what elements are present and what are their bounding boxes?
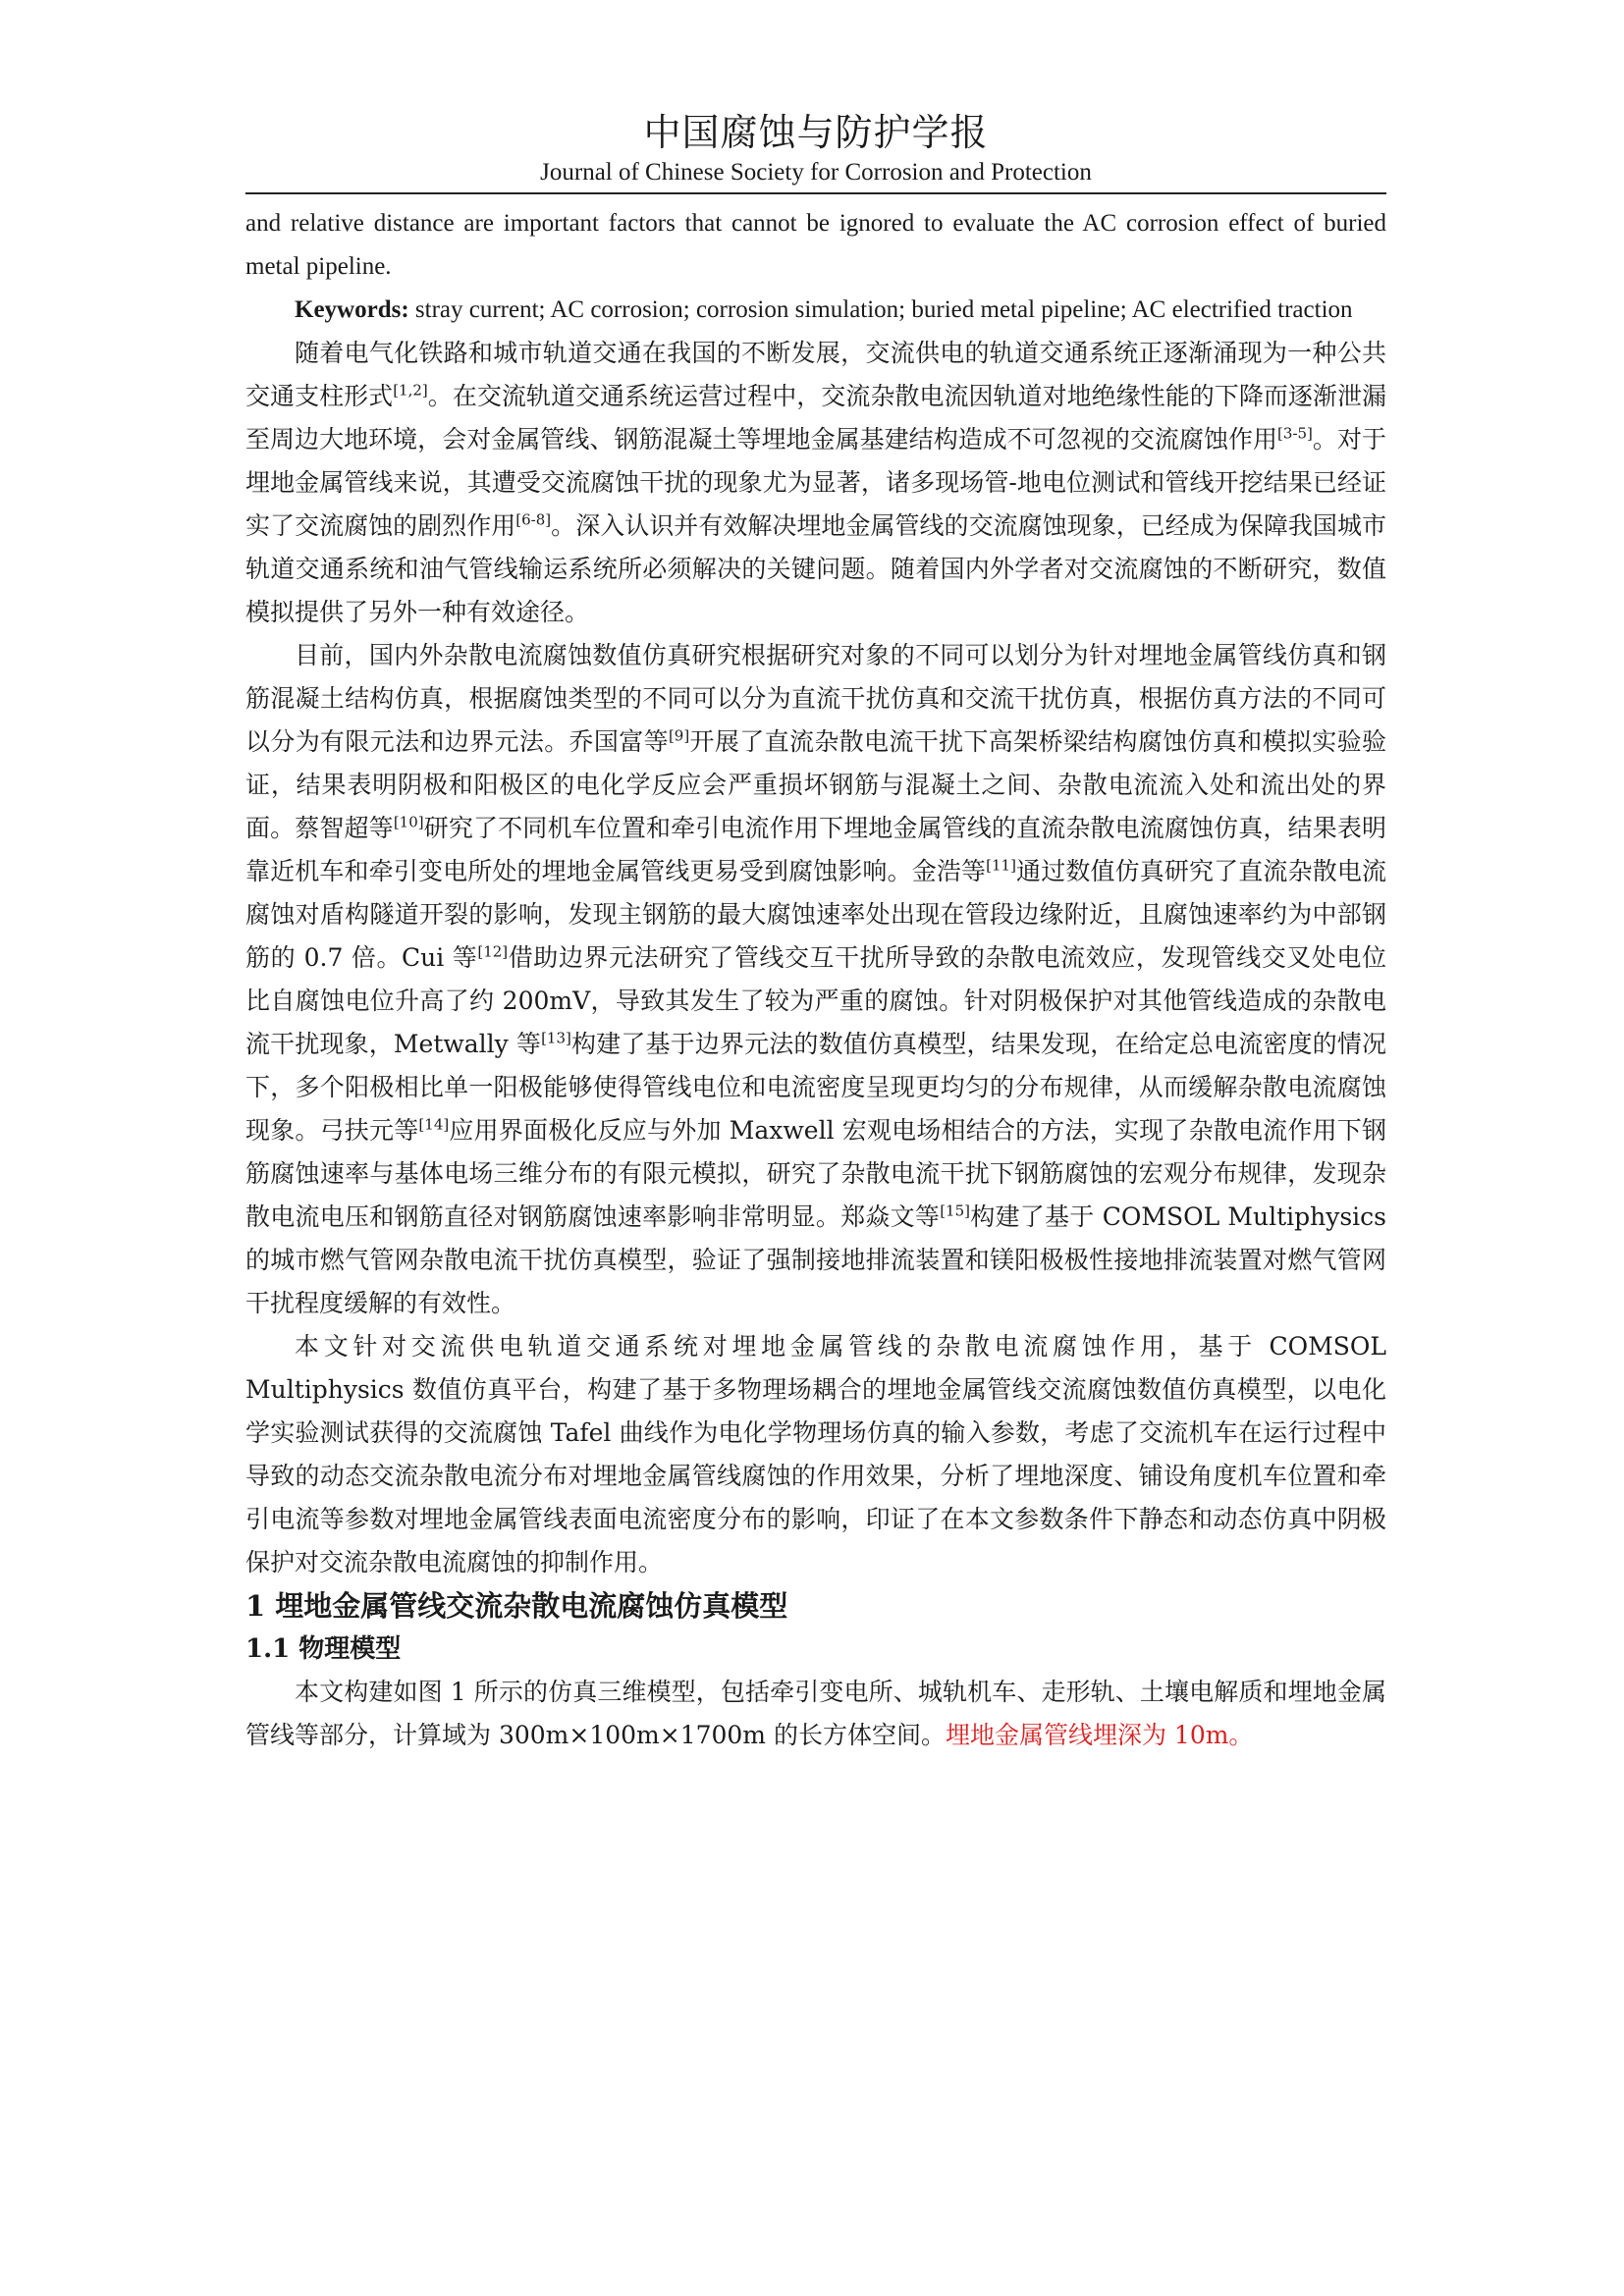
paper-page — [245, 108, 1386, 1757]
paragraph-text: 研究了不同机车位置和牵引电流作用下埋地金属管线的直流杂散电流腐蚀仿真，结果表明靠近机车和牵引变电所处的埋地金属管线更易受到腐蚀影响。金浩等 — [245, 814, 1386, 885]
paragraph-text: 目前，国内外杂散电流腐蚀数值仿真研究根据研究对象的不同可以划分为针对埋地金属管线仿真和钢筋混凝土结构仿真，根据腐蚀类型的不同可以分为直流干扰仿真和交流干扰仿真，根据仿真方法的不同可以分为有限元法和边界元法。乔国富等 — [245, 641, 1386, 756]
keywords-text: stray current; AC corrosion; corrosion simulation; buried metal pipeline; AC electrified traction — [408, 296, 1353, 323]
citation: [10] — [393, 813, 424, 831]
paragraph-text: 构建了基于 COMSOL Multiphysics 的城市燃气管网杂散电流干扰仿真模型，验证了强制接地排流装置和镁阳极极性接地排流装置对燃气管网干扰程度缓解的有效性。 — [245, 1202, 1386, 1317]
paragraph-intro — [245, 332, 1386, 634]
citation: [11] — [986, 856, 1016, 875]
section-heading: 1 埋地金属管线交流杂散电流腐蚀仿真模型 — [245, 1589, 788, 1623]
paragraph-physical-model — [245, 1671, 1386, 1757]
paragraph-text: 通过数值仿真研究了直流杂散电流腐蚀对盾构隧道开裂的影响，发现主钢筋的最大腐蚀速率处出现在管段边缘附近，且腐蚀速率约为中部钢筋的 0.7 倍。Cui 等 — [245, 857, 1386, 972]
paragraph-text: 开展了直流杂散电流干扰下高架桥梁结构腐蚀仿真和模拟实验验证，结果表明阴极和阳极区的电化学反应会严重损坏钢筋与混凝土之间、杂散电流流入处和流出处的界面。蔡智超等 — [245, 727, 1386, 842]
journal-header — [245, 108, 1386, 194]
paragraph-text: 本文构建如图 1 所示的仿真三维模型，包括牵引变电所、城轨机车、走形轨、土壤电解质和埋地金属管线等部分，计算域为 300m×100m×1700m 的长方体空间。 — [245, 1678, 1386, 1749]
paragraph-text: 。在交流轨道交通系统运营过程中，交流杂散电流因轨道对地绝缘性能的下降而逐渐泄漏至周边大地环境，会对金属管线、钢筋混凝土等埋地金属基建结构造成不可忽视的交流腐蚀作用 — [245, 382, 1386, 454]
paragraph-text: 借助边界元法研究了管线交互干扰所导致的杂散电流效应，发现管线交叉处电位比自腐蚀电位升高了约 200mV，导致其发生了较为严重的腐蚀。针对阴极保护对其他管线造成的杂散电流干扰现象，Metwally 等 — [245, 943, 1386, 1058]
paragraph-text: 。对于埋地金属管线来说，其遭受交流腐蚀干扰的现象尤为显著，诸多现场管-地电位测试和管线开挖结果已经证实了交流腐蚀的剧烈作用 — [245, 425, 1386, 540]
body-text — [245, 202, 1386, 1757]
highlighted-text: 埋地金属管线埋深为 10m。 — [945, 1721, 1254, 1749]
citation: [1,2] — [393, 381, 428, 400]
subsection-heading: 1.1 物理模型 — [245, 1634, 402, 1664]
citation: [13] — [541, 1029, 571, 1047]
citation: [14] — [418, 1115, 450, 1134]
paragraph-text: 应用界面极化反应与外加 Maxwell 宏观电场相结合的方法，实现了杂散电流作用下钢筋腐蚀速率与基体电场三维分布的有限元模拟，研究了杂散电流干扰下钢筋腐蚀的宏观分布规律，发现杂散电流电压和钢筋直径对钢筋腐蚀速率影响非常明显。郑焱文等 — [245, 1116, 1386, 1231]
citation: [3-5] — [1277, 424, 1313, 443]
citation: [12] — [477, 942, 509, 961]
paragraph-this-work: 本文针对交流供电轨道交通系统对埋地金属管线的杂散电流腐蚀作用，基于 COMSOL Multiphysics 数值仿真平台，构建了基于多物理场耦合的埋地金属管线交流腐蚀数值仿真模型，以电化学实验测试获得的交流腐蚀 Tafel 曲线作为电化学物理场仿真的输入参数，考虑了交流机车在运行过程中导致的动态交流杂散电流分布对埋地金属管线腐蚀的作用效果，分析了埋地深度、铺设角度机车位置和牵引电流等参数对埋地金属管线表面电流密度分布的影响，印证了在本文参数条件下静态和动态仿真中阴极保护对交流杂散电流腐蚀的抑制作用。 — [245, 1332, 1386, 1576]
paragraph-text: 构建了基于边界元法的数值仿真模型，结果发现，在给定总电流密度的情况下，多个阳极相比单一阳极能够使得管线电位和电流密度呈现更均匀的分布规律，从而缓解杂散电流腐蚀现象。弓扶元等 — [245, 1030, 1386, 1145]
keywords — [245, 289, 1386, 332]
citation: [15] — [940, 1201, 970, 1220]
citation: [9] — [668, 726, 690, 745]
citation: [6-8] — [515, 510, 552, 529]
paragraph-text: 随着电气化铁路和城市轨道交通在我国的不断发展，交流供电的轨道交通系统正逐渐涌现为一种公共交通支柱形式 — [245, 339, 1386, 410]
keywords-label: Keywords: — [295, 296, 409, 323]
abstract-tail: and relative distance are important factors that cannot be ignored to evaluate the AC corrosion effect of buried metal pipeline. — [245, 210, 1386, 280]
paragraph-text: 。深入认识并有效解决埋地金属管线的交流腐蚀现象，已经成为保障我国城市轨道交通系统和油气管线输运系统所必须解决的关键问题。随着国内外学者对交流腐蚀的不断研究，数值模拟提供了另外一种有效途径。 — [245, 511, 1386, 626]
paragraph-literature — [245, 634, 1386, 1325]
journal-title-cn: 中国腐蚀与防护学报 — [643, 111, 989, 154]
journal-title-en: Journal of Chinese Society for Corrosion and Protection — [540, 159, 1092, 186]
